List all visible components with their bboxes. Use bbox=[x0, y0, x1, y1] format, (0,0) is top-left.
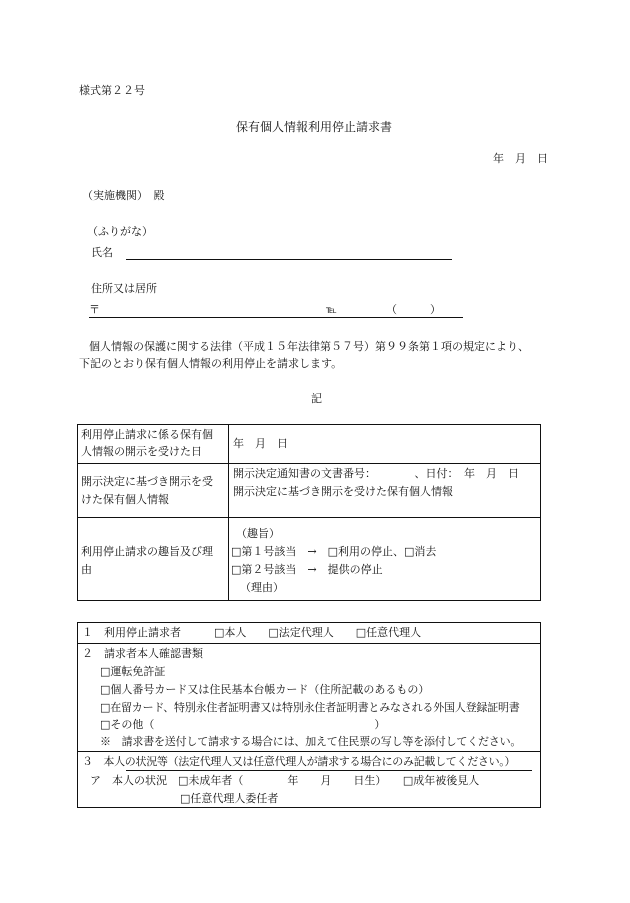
row3-option-1[interactable]: □第１号該当 → □利用の停止、□消去 bbox=[231, 545, 437, 558]
id-doc-my-number-card[interactable]: □個人番号カード又は住民基本台帳カード（住所記載のあるもの） bbox=[100, 683, 430, 696]
row3-reason-label: （理由） bbox=[240, 581, 284, 594]
address-label: 住所又は居所 bbox=[91, 282, 157, 295]
body-line-1: 個人情報の保護に関する法律（平成１５年法律第５７号）第９９条第１項の規定により、 bbox=[89, 340, 529, 353]
row3-shushi-label: （趣旨） bbox=[236, 527, 280, 540]
section-3-status-line1[interactable]: ア 本人の状況 □未成年者（ 年 月 日生） □成年被後見人 bbox=[90, 774, 480, 787]
section-3-underline bbox=[126, 770, 532, 771]
row2-label-line2: けた保有個人情報 bbox=[81, 493, 169, 506]
addressee: （実施機関） 殿 bbox=[82, 189, 165, 202]
page-title: 保有個人情報利用停止請求書 bbox=[236, 120, 393, 134]
section-2-note: ※ 請求書を送付して請求する場合には、加えて住民票の写し等を添付してください。 bbox=[100, 735, 522, 748]
postal-mark: 〒 bbox=[89, 303, 100, 316]
row2-label-line1: 開示決定に基づき開示を受 bbox=[81, 475, 213, 488]
ki-heading: 記 bbox=[311, 392, 322, 405]
furigana-label: （ふりがな） bbox=[87, 225, 153, 238]
section-3-status-line2[interactable]: □任意代理人委任者 bbox=[180, 792, 279, 805]
table-column-divider bbox=[228, 425, 229, 600]
address-field-line[interactable] bbox=[89, 317, 463, 318]
row2-disclosed-info-field[interactable]: 開示決定に基づき開示を受けた保有個人情報 bbox=[233, 485, 453, 498]
date-line: 年 月 日 bbox=[493, 152, 548, 165]
row1-label-line2: 人情報の開示を受けた日 bbox=[81, 445, 202, 458]
row1-label-line1: 利用停止請求に係る保有個 bbox=[81, 428, 213, 441]
name-field-line[interactable] bbox=[126, 259, 452, 260]
body-line-2: 下記のとおり保有個人情報の利用停止を請求します。 bbox=[79, 357, 343, 370]
id-doc-drivers-license[interactable]: □運転免許証 bbox=[100, 665, 166, 678]
tel-label: ℡ bbox=[326, 305, 337, 316]
name-label: 氏名 bbox=[91, 246, 113, 259]
row3-label-line1: 利用停止請求の趣旨及び理 bbox=[81, 545, 213, 558]
row3-option-2[interactable]: □第２号該当 → 提供の停止 bbox=[231, 563, 383, 576]
section-1-requester[interactable]: １ 利用停止請求者 □本人 □法定代理人 □任意代理人 bbox=[82, 626, 422, 639]
table-section-divider bbox=[78, 751, 540, 752]
form-number: 様式第２２号 bbox=[79, 84, 145, 97]
id-doc-residence-card[interactable]: □在留カード、特別永住者証明書又は特別永住者証明書とみなされる外国人登録証明書 bbox=[100, 701, 520, 714]
section-2-title: ２ 請求者本人確認書類 bbox=[82, 647, 203, 660]
id-doc-other[interactable]: □その他（ ） bbox=[100, 718, 386, 731]
table-row-divider bbox=[78, 517, 540, 518]
tel-parens: （ ） bbox=[386, 303, 441, 316]
row2-notice-number-field[interactable]: 開示決定通知書の文書番号： 、日付： 年 月 日 bbox=[233, 467, 519, 480]
section-3-title: ３ 本人の状況等（法定代理人又は任意代理人が請求する場合にのみ記載してください。） bbox=[82, 755, 516, 768]
requester-info-table bbox=[77, 622, 541, 808]
row3-label-line2: 由 bbox=[81, 563, 92, 576]
request-details-table bbox=[77, 424, 541, 601]
table-row-divider bbox=[78, 463, 540, 464]
row1-date-field[interactable]: 年 月 日 bbox=[233, 437, 288, 450]
table-section-divider bbox=[78, 643, 540, 644]
